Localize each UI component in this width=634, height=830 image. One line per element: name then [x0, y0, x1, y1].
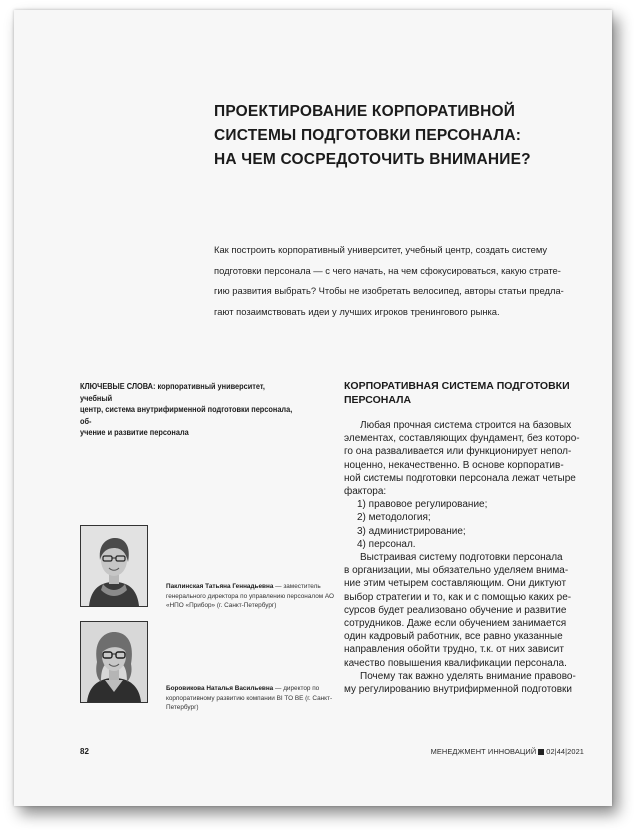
section-heading-line: ПЕРСОНАЛА	[344, 393, 412, 406]
lead-line: Как построить корпоративный университет, учебный центр, создать систему	[214, 244, 548, 255]
section-heading-line: КОРПОРАТИВНАЯ СИСТЕМА ПОДГОТОВКИ	[344, 380, 570, 392]
body-line: ной системы подготовки персонала лежат четыре	[344, 472, 576, 484]
keywords-block	[80, 381, 297, 439]
keywords-line: центр, система внутрифирменной подготовки персонала, об-	[80, 405, 293, 426]
author-photo-paklinskaya	[80, 525, 148, 607]
keywords-line: КЛЮЧЕВЫЕ СЛОВА: корпоративный университет, учебный	[80, 382, 265, 403]
body-line: ноценно, некачественно. В основе корпоратив-	[344, 459, 564, 471]
keywords-line: учение и развитие персонала	[80, 428, 189, 437]
body-line: Почему так важно уделять внимание правово-	[360, 670, 576, 682]
list-item: 1) правовое регулирование;	[357, 499, 488, 511]
body-line: в организации, мы обязательно уделяем внима-	[344, 565, 569, 577]
lead-line: подготовки персонала — с чего начать, на чем сфокусироваться, какую страте-	[214, 264, 561, 276]
body-line: качество повышения квалификации персонала.	[344, 657, 567, 669]
author-name: Боровикова Наталья Васильевна	[166, 685, 274, 692]
author-line: генерального директора по управлению персоналом АО	[166, 592, 335, 600]
article-lead	[214, 240, 590, 322]
author-role: — заместитель	[273, 583, 321, 590]
author-line: Петербург)	[166, 704, 199, 712]
section-body	[344, 419, 596, 696]
author-info-borovikova	[166, 684, 336, 713]
body-line: направления обойти трудно, т.к. от них зависит	[344, 644, 564, 656]
author-info-paklinskaya	[166, 582, 336, 611]
author-name: Паклинская Татьяна Геннадьевна	[166, 583, 274, 590]
title-line: НА ЧЕМ СОСРЕДОТОЧИТЬ ВНИМАНИЕ?	[214, 151, 531, 168]
body-line: го она разваливается или функционирует непол-	[344, 446, 572, 458]
body-line: фактора:	[344, 486, 387, 498]
author-line: корпоративному развитию компании BI TO BE (г. Санкт-	[166, 694, 333, 702]
body-line: элементах, составляющих фундамент, без которо-	[344, 433, 580, 445]
list-item: 4) персонал.	[357, 538, 416, 550]
body-line: сотрудников. Даже если обучением занимается	[344, 618, 567, 630]
title-line: СИСТЕМЫ ПОДГОТОВКИ ПЕРСОНАЛА:	[214, 127, 522, 144]
list-item: 3) администрирование;	[357, 525, 466, 537]
author-role: — директор по	[273, 685, 320, 692]
body-line: Любая прочная система строится на базовых	[360, 420, 572, 431]
journal-name: МЕНЕДЖМЕНТ ИННОВАЦИЙ	[430, 747, 537, 756]
square-separator-icon	[538, 749, 544, 755]
body-line: сурсов будет реализовано обучение и развитие	[344, 604, 567, 616]
body-line: выбор стратегии и то, как и с помощью каких ре-	[344, 591, 572, 603]
author-line	[166, 582, 336, 592]
author-line: «НПО «Прибор» (г. Санкт-Петербург)	[166, 602, 277, 610]
page-number: 82	[80, 747, 89, 756]
journal-issue: 02|44|2021	[546, 747, 584, 756]
section-heading	[344, 380, 594, 407]
body-line: ние этим четырем составляющим. Они диктуют	[344, 578, 567, 590]
author-photo-borovikova	[80, 621, 148, 703]
magazine-page	[14, 10, 612, 806]
title-line: ПРОЕКТИРОВАНИЕ КОРПОРАТИВНОЙ	[214, 103, 516, 120]
lead-line: гают позаимствовать идеи у лучших игроков тренингового рынка.	[214, 305, 500, 317]
lead-line: гию развития выбрать? Чтобы не изобретать велосипед, авторы статьи предла-	[214, 285, 564, 296]
article-title	[214, 100, 594, 172]
body-line: один кадровый работник, все равно указанные	[344, 631, 563, 643]
author-line	[166, 684, 336, 694]
body-line: Выстраивая систему подготовки персонала	[360, 552, 563, 564]
body-line: му регулированию внутрифирменной подготовки	[344, 684, 573, 696]
journal-footer	[431, 747, 584, 756]
list-item: 2) методология;	[357, 512, 431, 524]
